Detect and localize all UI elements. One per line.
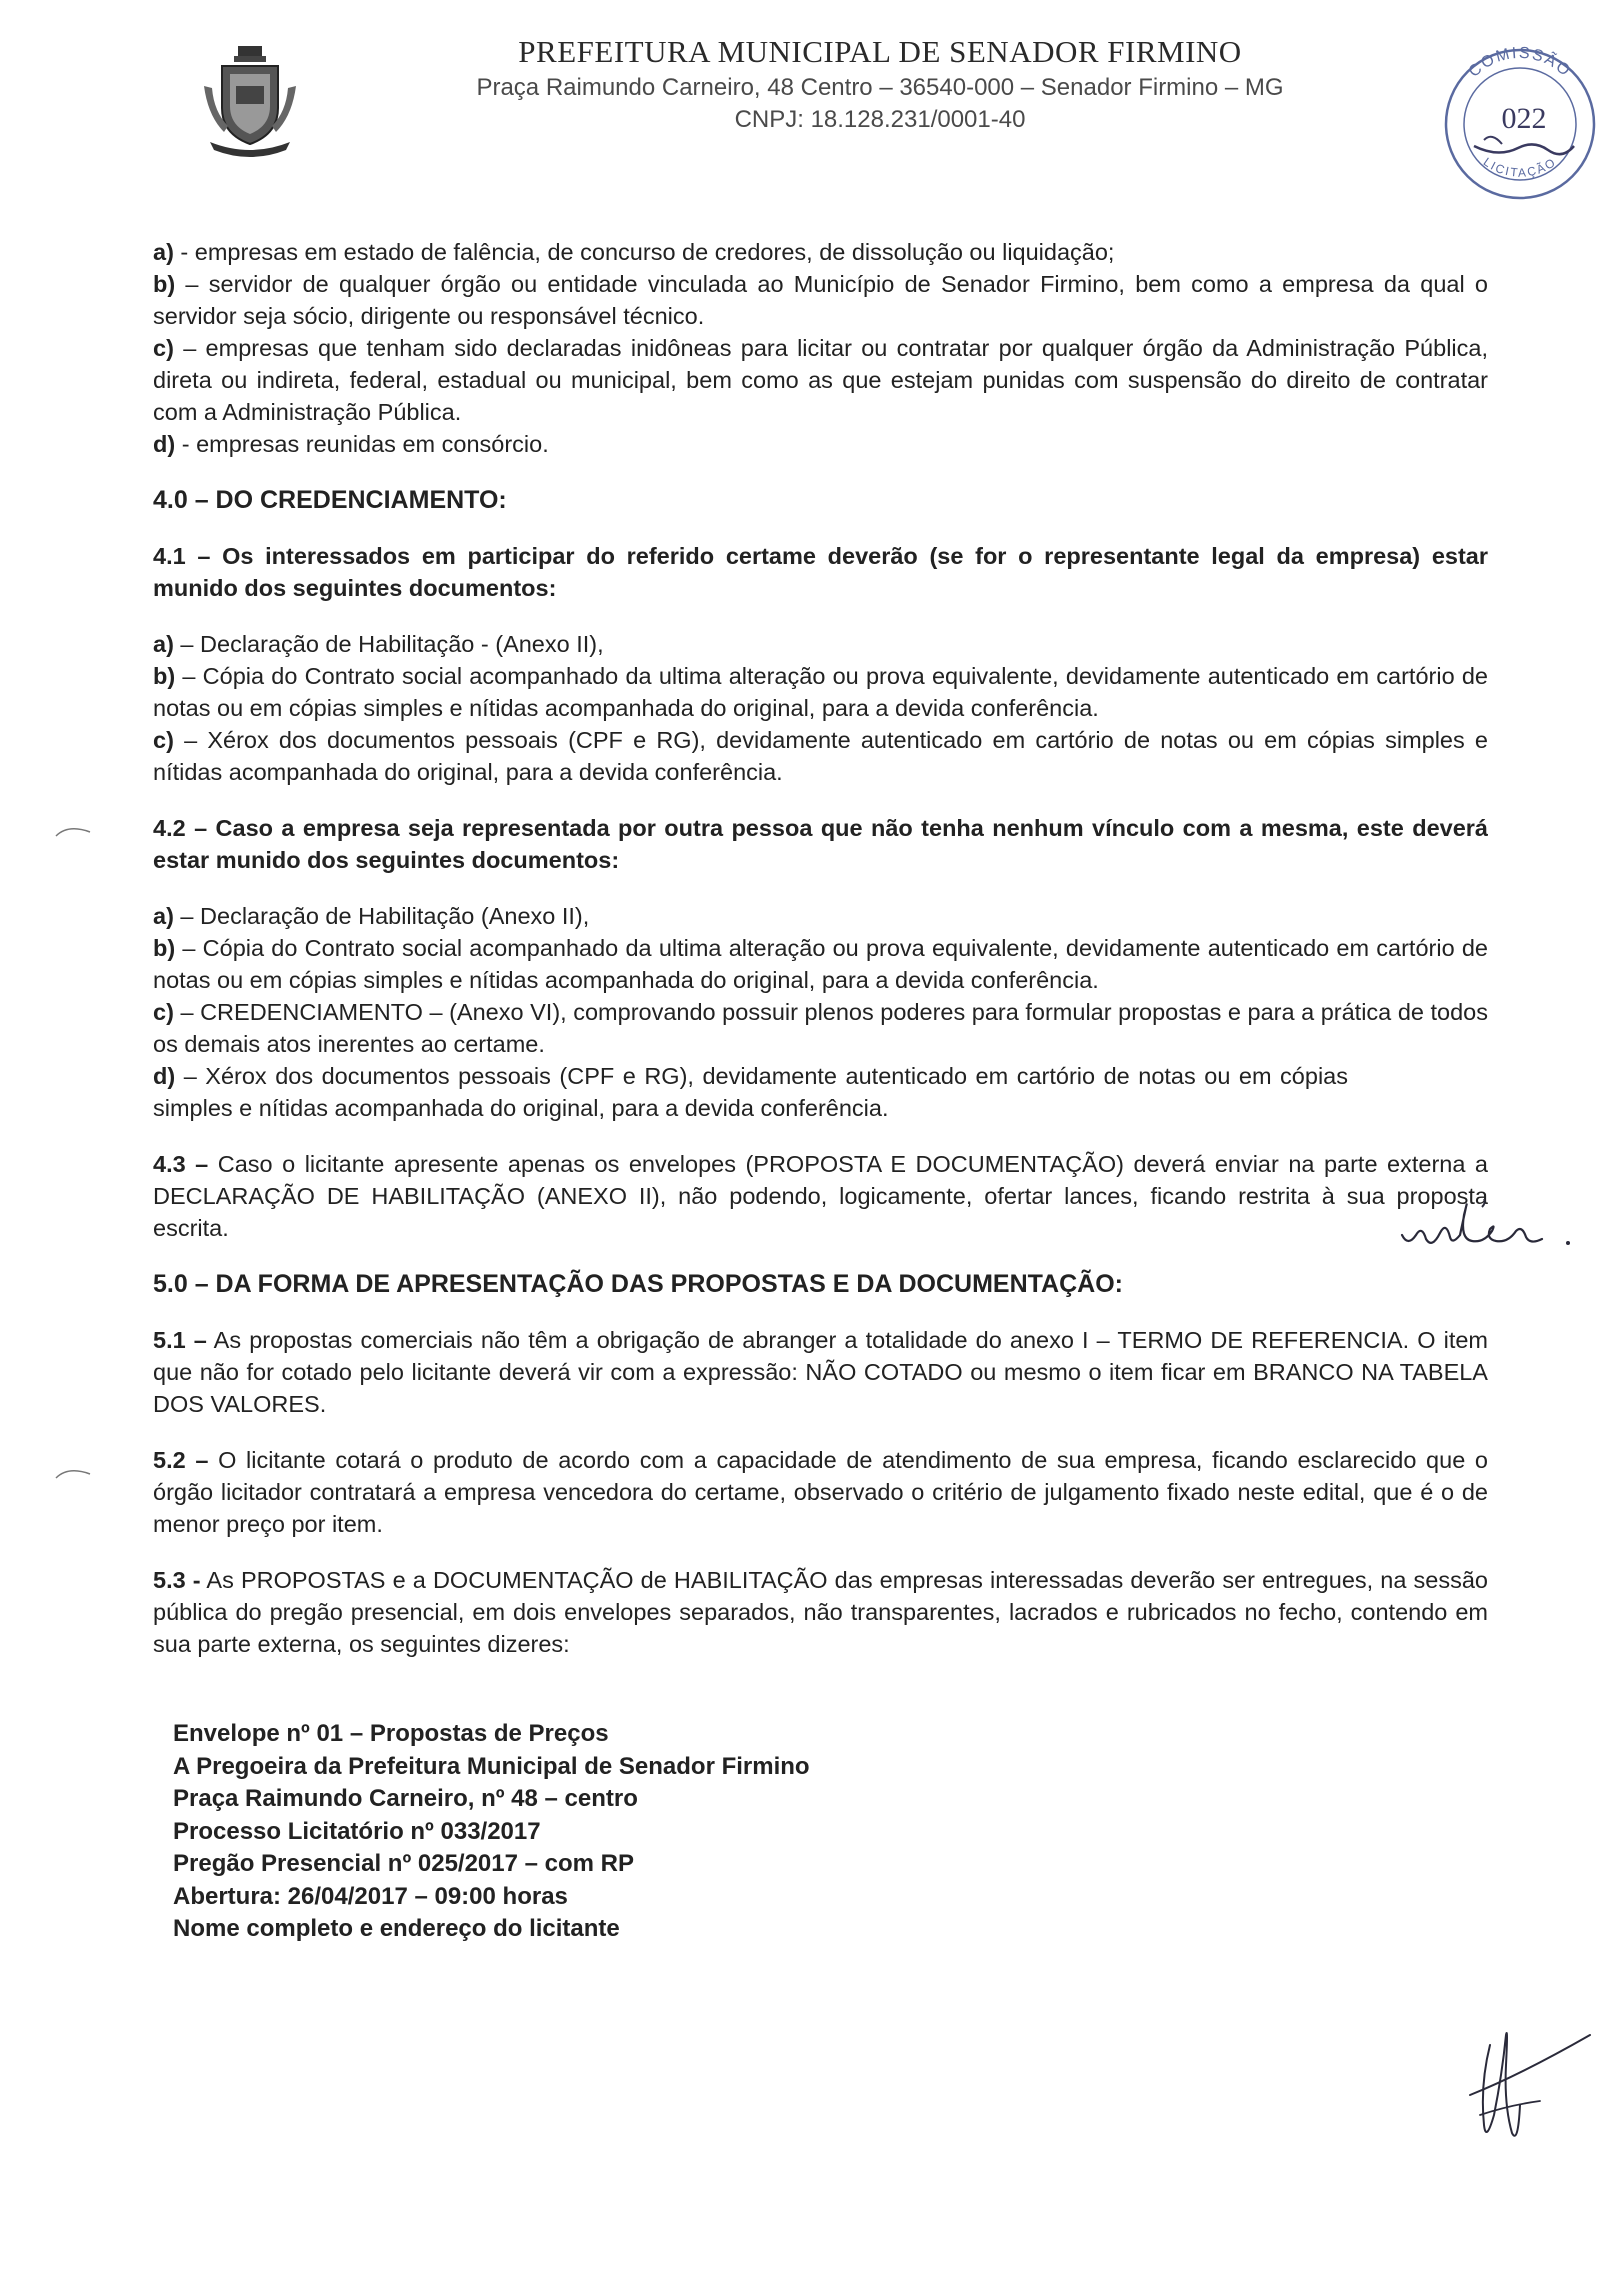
envelope-line: Processo Licitatório nº 033/2017 [173,1817,541,1845]
envelope-line: Praça Raimundo Carneiro, nº 48 – centro [173,1785,638,1812]
svg-text:COMISSÃO [1466,45,1575,81]
clause-4-2-intro: 4.2 – Caso a empresa seja representada por outra pessoa que não tenha nenhum vínculo com a mesma, este deverá estar munido dos seguintes documentos: [153,815,1488,873]
stamp-number: 022 [1501,102,1547,135]
clause-5-1: 5.1 – As propostas comerciais não têm a obrigação de abranger a totalidade do anexo I – TERMO DE REFERENCIA. O item que não for cotado pelo licitante deverá vir com a expressão: NÃO COTADO ou mesmo o item ficar em BRANCO NA TABELA DOS VALORES. [153,1327,1488,1417]
stamp-bottom-text: LICITAÇÃO [1480,154,1560,180]
item-3b: b) – servidor de qualquer órgão ou entidade vinculada ao Município de Senador Firmino, bem como a empresa da qual o servidor seja sócio, dirigente ou responsável técnico. [153,271,1488,329]
handwritten-initials-icon [1392,1195,1572,1265]
letterhead [380,34,1380,134]
envelope-line: Abertura: 26/04/2017 – 09:00 horas [173,1882,568,1910]
envelope-line: Envelope nº 01 – Propostas de Preços [173,1720,609,1747]
document-body [153,236,1488,1946]
municipal-crest-icon [200,46,300,158]
commission-stamp-icon [1438,20,1600,210]
letterhead-title: PREFEITURA MUNICIPAL DE SENADOR FIRMINO [518,34,1242,69]
section-4-heading: 4.0 – DO CREDENCIAMENTO: [153,486,507,514]
stamp-top-text: COMISSÃO [1465,44,1575,81]
scan-mark-icon [54,1464,94,1484]
item-3a: a) - empresas em estado de falência, de concurso de credores, de dissolução ou liquidação; [153,239,1115,265]
envelope-line: Pregão Presencial nº 025/2017 – com RP [173,1850,635,1877]
envelope-line: Nome completo e endereço do licitante [173,1915,620,1942]
item-3c: c) – empresas que tenham sido declaradas inidôneas para licitar ou contratar por qualquer órgão da Administração Pública, direta ou indireta, federal, estadual ou municipal, bem como as que estejam punidas com suspensão do direito de contratar com a Administração Pública. [153,335,1488,425]
letterhead-cnpj: CNPJ: 18.128.231/0001-40 [734,106,1026,133]
clause-4-2-d: d) – Xérox dos documentos pessoais (CPF e RG), devidamente autenticado em cartório de notas ou em cópias simples e nítidas acompanhada do original, para a devida conferência. [153,1063,1348,1121]
clause-4-3: 4.3 – Caso o licitante apresente apenas os envelopes (PROPOSTA E DOCUMENTAÇÃO) deverá enviar na parte externa a DECLARAÇÃO DE HABILITAÇÃO (ANEXO II), não podendo, logicamente, ofertar lances, ficando restrita à sua proposta escrita. [153,1151,1488,1241]
clause-4-2-b: b) – Cópia do Contrato social acompanhado da ultima alteração ou prova equivalente, devidamente autenticado em cartório de notas ou em cópias simples e nítidas acompanhada do original, para a devida conferência. [153,935,1488,993]
clause-4-2-a: a) – Declaração de Habilitação (Anexo II), [153,903,590,929]
rubric-signature-icon [1460,2005,1600,2155]
envelope-line: A Pregoeira da Prefeitura Municipal de Senador Firmino [173,1752,810,1780]
clause-4-1-c: c) – Xérox dos documentos pessoais (CPF e RG), devidamente autenticado em cartório de notas ou em cópias simples e nítidas acompanhada do original, para a devida conferência. [153,727,1488,785]
item-3d: d) - empresas reunidas em consórcio. [153,431,549,457]
clause-4-2-c: c) – CREDENCIAMENTO – (Anexo VI), comprovando possuir plenos poderes para formular propostas e para a prática de todos os demais atos inerentes ao certame. [153,999,1488,1057]
section-5-heading: 5.0 – DA FORMA DE APRESENTAÇÃO DAS PROPOSTAS E DA DOCUMENTAÇÃO: [153,1270,1123,1298]
clause-4-1-a: a) – Declaração de Habilitação - (Anexo II), [153,631,604,657]
envelope-label-block [173,1718,1488,1946]
svg-text:LICITAÇÃO [1481,155,1559,180]
clause-4-1-b: b) – Cópia do Contrato social acompanhado da ultima alteração ou prova equivalente, devidamente autenticado em cartório de notas ou em cópias simples e nítidas acompanhada do original, para a devida conferência. [153,663,1488,721]
clause-4-1-intro: 4.1 – Os interessados em participar do referido certame deverão (se for o representante legal da empresa) estar munido dos seguintes documentos: [153,543,1488,601]
letterhead-address: Praça Raimundo Carneiro, 48 Centro – 36540-000 – Senador Firmino – MG [476,74,1284,101]
clause-5-2: 5.2 – O licitante cotará o produto de acordo com a capacidade de atendimento de sua empresa, ficando esclarecido que o órgão licitador contratará a empresa vencedora do certame, observado o critério de julgamento fixado neste edital, que é o de menor preço por item. [153,1447,1488,1537]
scan-mark-icon [54,822,94,842]
clause-5-3: 5.3 - As PROPOSTAS e a DOCUMENTAÇÃO de HABILITAÇÃO das empresas interessadas deverão ser entregues, na sessão pública do pregão presencial, em dois envelopes separados, não transparentes, lacrados e rubricados no fecho, contendo em sua parte externa, os seguintes dizeres: [153,1567,1488,1657]
